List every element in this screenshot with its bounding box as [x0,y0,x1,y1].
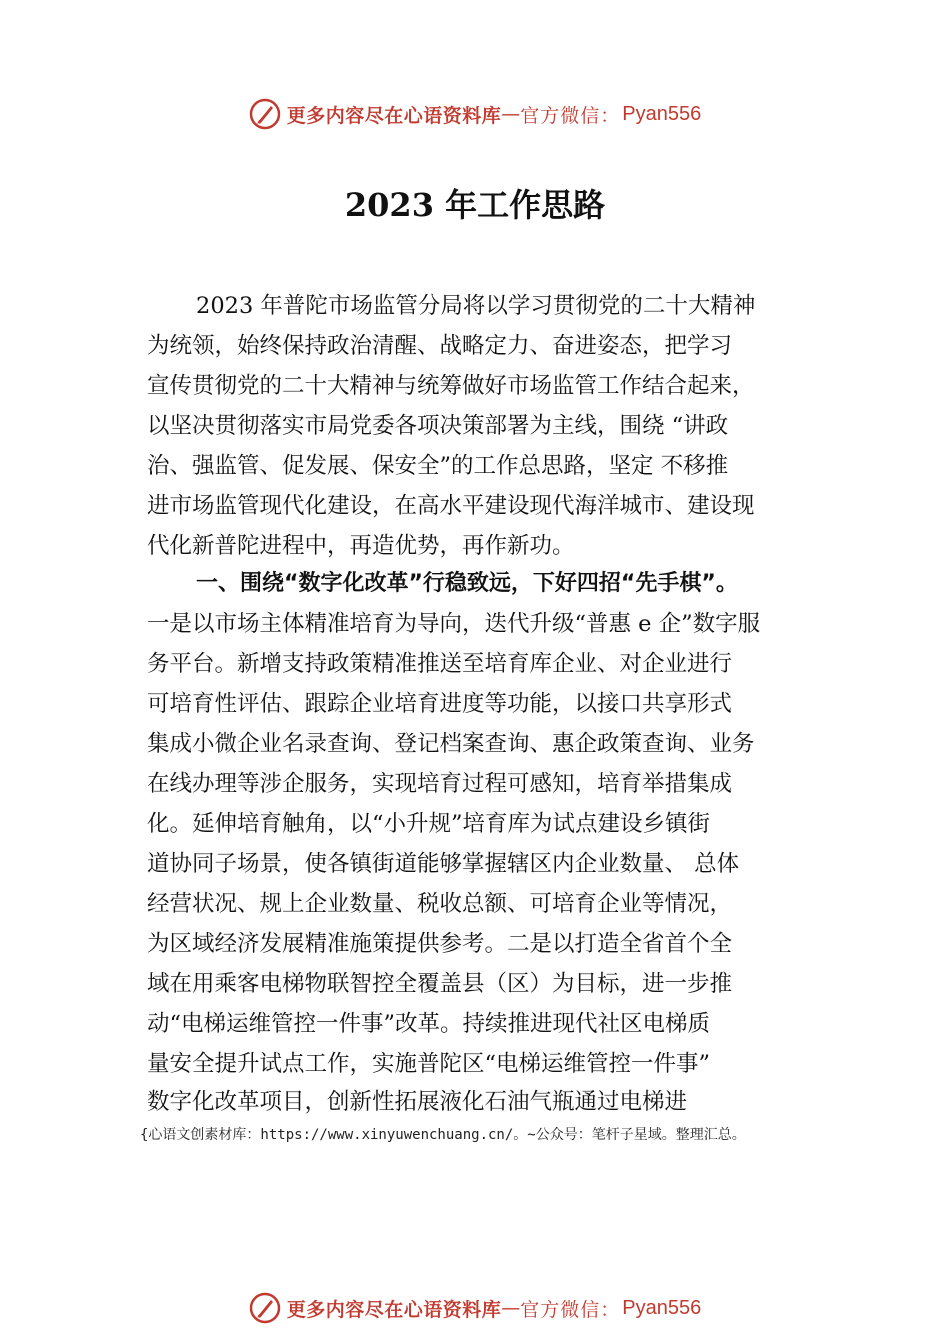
body-line: 务平台。新增支持政策精准推送至培育库企业、对企业进行 [147,651,733,677]
body-line: 进市场监管现代化建设，在高水平建设现代海洋城市、建设现 [147,493,755,519]
body-line: 为统领，始终保持政治清醒、战略定力、奋进姿态，把学习 [147,333,733,359]
banner-wechat-id: Pyan556 [622,102,702,125]
body-line: 代化新普陀进程中，再造优势，再作新功。 [147,533,575,559]
body-line: 治、强监管、促发展、保安全”的工作总思路，坚定 不移推 [147,453,729,479]
banner-sub-text: 官方微信： [520,104,621,127]
quill-logo-icon [249,98,281,130]
body-line: 以坚决贯彻落实市局党委各项决策部署为主线，围绕 “讲政 [147,413,729,439]
quill-logo-icon [249,1292,281,1324]
banner-main-text: 更多内容尽在心语资料库 [286,104,502,127]
section-heading: 一、围绕“数字化改革”行稳致远，下好四招“先手棋”。 [196,571,738,596]
banner-wechat-id: Pyan556 [622,1296,702,1319]
body-line: 为区域经济发展精准施策提供参考。二是以打造全省首个全 [147,931,733,957]
document-title: 2023 年工作思路 [344,186,606,224]
top-banner [0,94,950,134]
body-line: 数字化改革项目，创新性拓展液化石油气瓶通过电梯进 [147,1089,688,1115]
banner-main-text: 更多内容尽在心语资料库 [286,1298,502,1321]
bottom-banner [0,1288,950,1328]
body-line: 化。延伸培育触角，以“小升规”培育库为试点建设乡镇街 [147,811,711,837]
source-footer-note: {心语文创素材库：https://www.xinyuwenchuang.cn/。~公众号：笔杆子星域。整理汇总。 [140,1127,746,1143]
body-line: 域在用乘客电梯物联智控全覆盖县（区）为目标，进一步推 [147,971,733,997]
banner-dash: — [501,103,521,125]
body-line: 宣传贯彻党的二十大精神与统筹做好市场监管工作结合起来， [147,373,755,399]
body-line: 量安全提升试点工作，实施普陀区“电梯运维管控一件事” [147,1051,711,1077]
body-line: 可培育性评估、跟踪企业培育进度等功能，以接口共享形式 [147,691,733,717]
body-line: 道协同子场景，使各镇街道能够掌握辖区内企业数量、 总体 [147,851,740,877]
body-line: 一是以市场主体精准培育为导向，迭代升级“普惠 e 企”数字服 [147,611,761,637]
body-line: 在线办理等涉企服务，实现培育过程可感知，培育举措集成 [147,771,733,797]
body-line: 经营状况、规上企业数量、税收总额、可培育企业等情况， [147,891,733,917]
body-line: 动“电梯运维管控一件事”改革。持续推进现代社区电梯质 [147,1011,711,1037]
body-line: 2023 年普陀市场监管分局将以学习贯彻党的二十大精神 [196,293,756,319]
banner-dash: — [501,1297,521,1319]
body-line: 集成小微企业名录查询、登记档案查询、惠企政策查询、业务 [147,731,755,757]
banner-sub-text: 官方微信： [520,1298,621,1321]
